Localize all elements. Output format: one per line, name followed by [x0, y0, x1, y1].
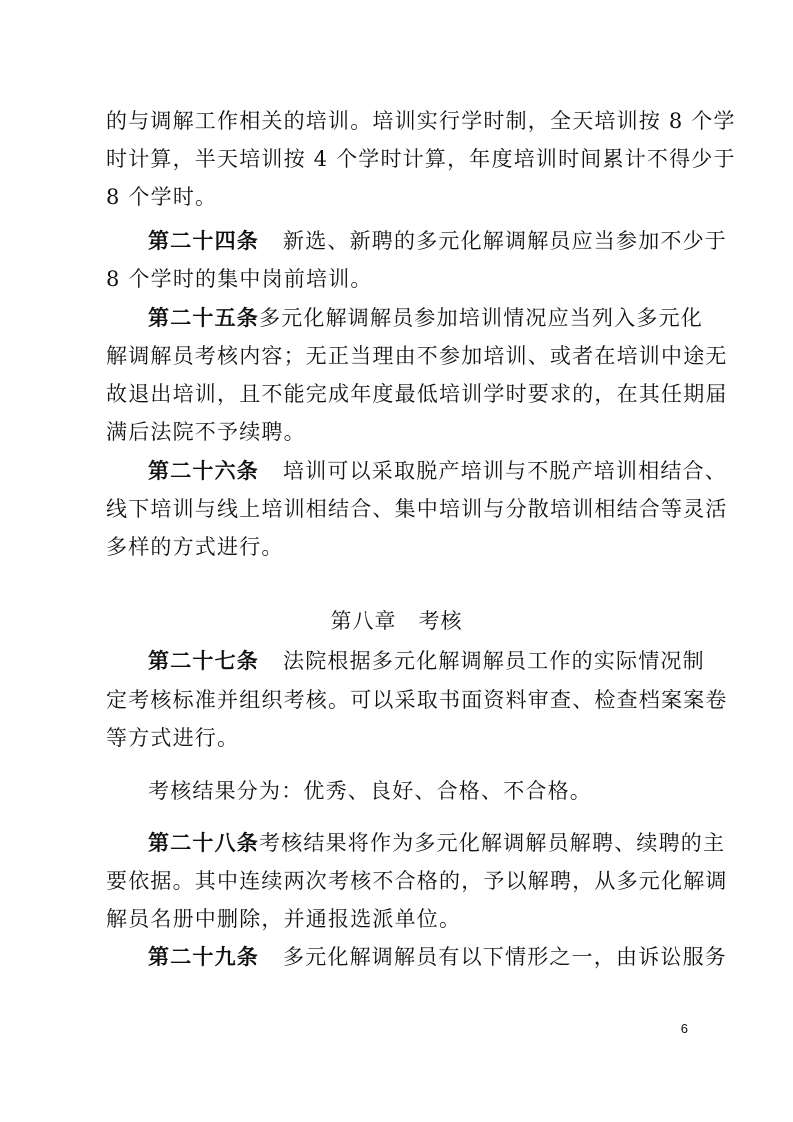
text-line: 解员名册中删除，并通报选派单位。 [106, 907, 462, 931]
article-title: 第二十九条 [148, 944, 259, 969]
assessment-results: 考核结果分为：优秀、良好、合格、不合格。 [148, 779, 592, 803]
article-27 [148, 646, 705, 676]
text-line: 8 个学时。 [106, 185, 218, 209]
text-line: 故退出培训，且不能完成年度最低培训学时要求的，在其任期届 [106, 382, 728, 406]
article-text: 新选、新聘的多元化解调解员应当参加不少于 [283, 229, 727, 253]
article-text: 多元化解调解员有以下情形之一，由诉讼服务 [283, 945, 727, 969]
article-24 [148, 226, 727, 256]
text-line: 要依据。其中连续两次考核不合格的，予以解聘，从多元化解调 [106, 869, 728, 893]
article-29 [148, 942, 727, 972]
page-number: 6 [680, 1021, 688, 1036]
article-title: 第二十六条 [148, 458, 259, 483]
article-text: 多元化解调解员参加培训情况应当列入多元化 [259, 306, 703, 330]
article-26 [148, 456, 727, 486]
article-title: 第二十八条 [148, 830, 259, 855]
article-text: 法院根据多元化解调解员工作的实际情况制 [283, 649, 705, 673]
text-line: 解调解员考核内容；无正当理由不参加培训、或者在培训中途无 [106, 344, 728, 368]
article-25 [148, 303, 703, 333]
text-line: 满后法院不予续聘。 [106, 420, 306, 444]
article-text: 考核结果将作为多元化解调解员解聘、续聘的主 [259, 831, 726, 855]
chapter-heading: 第八章 考核 [330, 609, 463, 633]
text-line: 等方式进行。 [106, 726, 240, 750]
text-line: 时计算，半天培训按 4 个学时计算，年度培训时间累计不得少于 [106, 147, 736, 171]
article-title: 第二十七条 [148, 648, 259, 673]
article-text: 培训可以采取脱产培训与不脱产培训相结合、 [283, 459, 727, 483]
article-title: 第二十四条 [148, 228, 259, 253]
text-line: 线下培训与线上培训相结合、集中培训与分散培训相结合等灵活 [106, 497, 728, 521]
text-line: 8 个学时的集中岗前培训。 [106, 267, 373, 291]
text-line: 的与调解工作相关的培训。培训实行学时制，全天培训按 8 个学 [106, 109, 736, 133]
article-28 [148, 828, 726, 858]
article-title: 第二十五条 [148, 305, 259, 330]
text-line: 定考核标准并组织考核。可以采取书面资料审查、检查档案案卷 [106, 688, 728, 712]
text-line: 多样的方式进行。 [106, 535, 284, 559]
